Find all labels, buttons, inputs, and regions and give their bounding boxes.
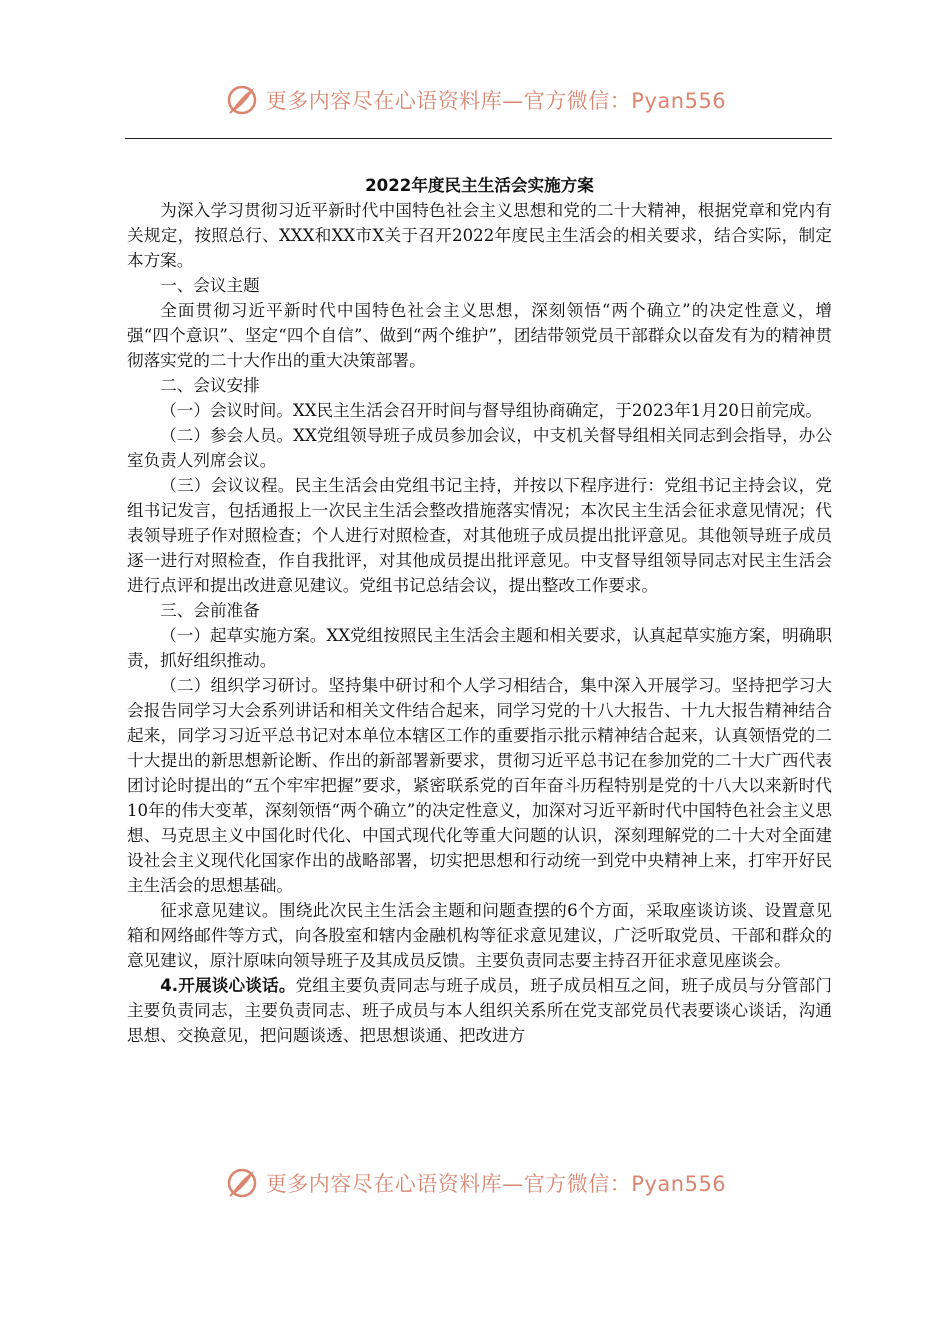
header-divider <box>125 138 832 139</box>
section-heading: 一、会议主题 <box>160 276 260 295</box>
paragraph-text: 党组主要负责同志与班子成员，班子成员相互之间，班子成员与分管部门主要负责同志，主要负责同志、班子成员与本人组织关系所在党支部党员代表要谈心谈话，沟通思想、交换意见，把问题谈透、把思想谈通、把改进方 <box>127 976 832 1045</box>
quill-logo-icon <box>224 1165 260 1201</box>
footer-banner-text: 更多内容尽在心语资料库—官方微信：Pyan556 <box>265 1172 727 1196</box>
paragraph: 征求意见建议。围绕此次民主生活会主题和问题查摆的6个方面，采取座谈访谈、设置意见箱和网络邮件等方式，向各股室和辖内金融机构等征求意见建议，广泛听取党员、干部和群众的意见建议，原汁原味向领导班子及其成员反馈。主要负责同志要主持召开征求意见座谈会。 <box>127 901 832 970</box>
paragraph: 为深入学习贯彻习近平新时代中国特色社会主义思想和党的二十大精神，根据党章和党内有关规定，按照总行、XXX和XX市X关于召开2022年度民主生活会的相关要求，结合实际，制定本方案。 <box>127 201 832 270</box>
paragraph: （一）会议时间。XX民主生活会召开时间与督导组协商确定，于2023年1月20日前完成。 <box>160 401 822 420</box>
paragraph: （一）起草实施方案。XX党组按照民主生活会主题和相关要求，认真起草实施方案，明确职责，抓好组织推动。 <box>127 626 832 670</box>
paragraph: 全面贯彻习近平新时代中国特色社会主义思想，深刻领悟“两个确立”的决定性意义，增强“四个意识”、坚定“四个自信”、做到“两个维护”，团结带领党员干部群众以奋发有为的精神贯彻落实党的二十大作出的重大决策部署。 <box>127 301 832 370</box>
document-title: 2022年度民主生活会实施方案 <box>365 176 594 195</box>
quill-logo-icon <box>224 82 260 118</box>
header-watermark-banner <box>0 78 950 122</box>
paragraph-lead: 4.开展谈心谈话。 <box>160 976 296 995</box>
paragraph: （二）参会人员。XX党组领导班子成员参加会议，中支机关督导组相关同志到会指导，办公室负责人列席会议。 <box>127 426 832 470</box>
footer-watermark-banner <box>0 1161 950 1205</box>
section-heading: 二、会议安排 <box>160 376 260 395</box>
paragraph: （三）会议议程。民主生活会由党组书记主持，并按以下程序进行：党组书记主持会议，党组书记发言，包括通报上一次民主生活会整改措施落实情况；本次民主生活会征求意见情况；代表领导班子作对照检查；个人进行对照检查，对其他班子成员提出批评意见。其他领导班子成员逐一进行对照检查，作自我批评，对其他成员提出批评意见。中支督导组领导同志对民主生活会进行点评和提出改进意见建议。党组书记总结会议，提出整改工作要求。 <box>127 476 832 595</box>
paragraph: （二）组织学习研讨。坚持集中研讨和个人学习相结合，集中深入开展学习。坚持把学习大会报告同学习大会系列讲话和相关文件结合起来，同学习党的十八大报告、十九大报告精神结合起来，同学习习近平总书记对本单位本辖区工作的重要指示批示精神结合起来，认真领悟党的二十大提出的新思想新论断、作出的新部署新要求，贯彻习近平总书记在参加党的二十大广西代表团讨论时提出的“五个牢牢把握”要求，紧密联系党的百年奋斗历程特别是党的十八大以来新时代10年的伟大变革，深刻领悟“两个确立”的决定性意义，加深对习近平新时代中国特色社会主义思想、马克思主义中国化时代化、中国式现代化等重大问题的认识，深刻理解党的二十大对全面建设社会主义现代化国家作出的战略部署，切实把思想和行动统一到党中央精神上来，打牢开好民主生活会的思想基础。 <box>127 676 832 895</box>
paragraph-talks <box>127 973 832 1048</box>
section-heading: 三、会前准备 <box>160 601 260 620</box>
document-body <box>127 173 832 1048</box>
header-banner-text: 更多内容尽在心语资料库—官方微信：Pyan556 <box>265 89 727 113</box>
